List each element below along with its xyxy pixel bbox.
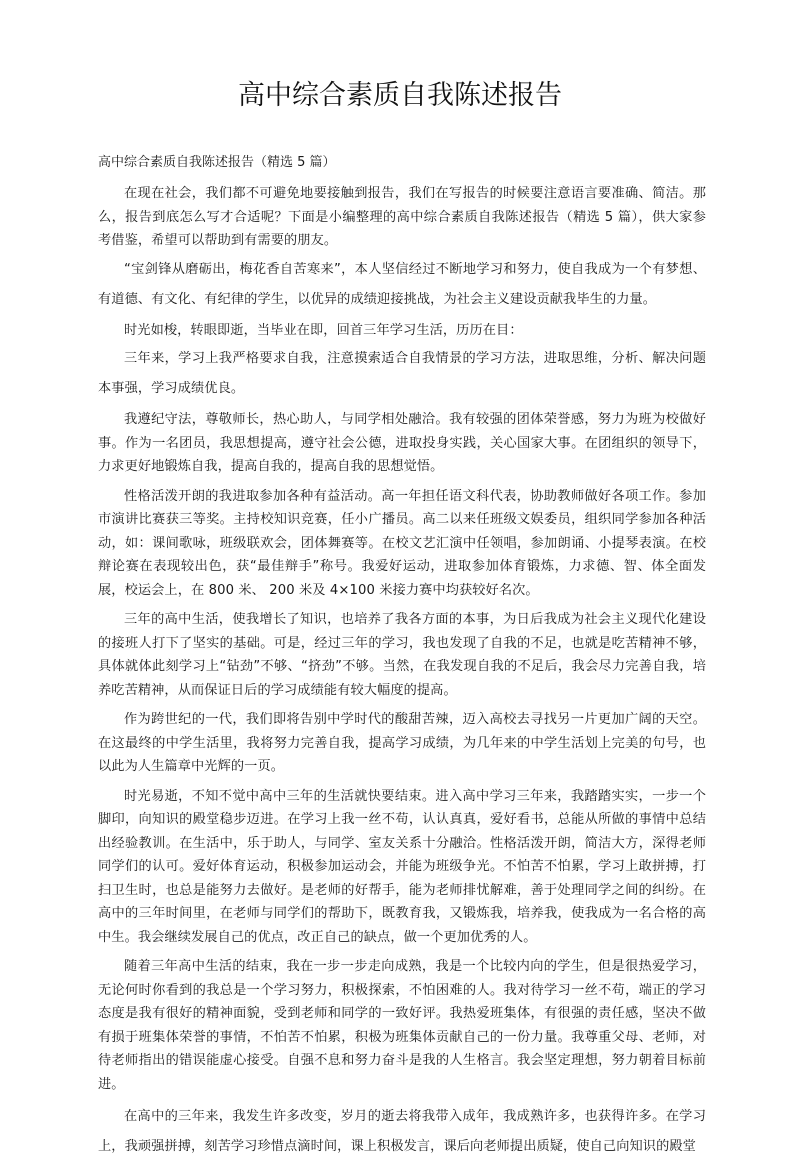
paragraph-future: 作为跨世纪的一代，我们即将告别中学时代的酸甜苦辣，迈入高校去寻找另一片更加广阔的天空。在这最终的中学生活里，我将努力完善自我，提高学习成绩，为几年来的中学生活划上完美的句号，也以此为人生篇章中光辉的一页。 <box>98 712 706 774</box>
paragraph-motto: “宝剑锋从磨砺出，梅花香自苦寒来”，本人坚信经过不断地学习和努力，使自我成为一个有梦想、有道德、有文化、有纪律的学生，以优异的成绩迎接挑战，为社会主义建设贡献我毕生的力量。 <box>98 261 706 307</box>
document-body <box>98 182 706 1166</box>
paragraph-review: 时光如梭，转眼即逝，当毕业在即，回首三年学习生活，历历在目： <box>124 322 523 338</box>
paragraph-growth: 三年的高中生活，使我增长了知识，也培养了我各方面的本事，为日后我成为社会主义现代化建设的接班人打下了坚实的基础。可是，经过三年的学习，我也发现了自我的不足，也就是吃苦精神不够，具体就体此刻学习上“钻劲”不够、“挤劲”不够。当然，在我发现自我的不足后，我会尽力完善自我，培养吃苦精神，从而保证日后的学习成绩能有较大幅度的提高。 <box>98 612 706 698</box>
paragraph-study: 三年来，学习上我严格要求自我，注意摸索适合自我情景的学习方法，进取思维，分析、解决问题本事强，学习成绩优良。 <box>98 351 706 396</box>
document-title: 高中综合素质自我陈述报告 <box>238 80 562 111</box>
paragraph-essay-4: 在高中的三年来，我发生许多改变，岁月的逝去将我带入成年，我成熟许多，也获得许多。在学习上，我顽强拼搏，刻苦学习珍惜点滴时间，课上积极发言，课后向老师提出质疑，使自己向知识的殿堂 <box>98 1109 706 1154</box>
paragraph-essay-3: 随着三年高中生活的结束，我在一步一步走向成熟，我是一个比较内向的学生，但是很热爱学习，无论何时你看到的我总是一个学习努力，积极探索，不怕困难的人。我对待学习一丝不苟，端正的学习态度是我有很好的精神面貌，受到老师和同学的一致好评。我热爱班集体，有很强的责任感，坚决不做有损于班集体荣誉的事情，不怕苦不怕累，积极为班集体贡献自己的一份力量。我尊重父母、老师，对待老师指出的错误能虚心接受。自强不息和努力奋斗是我的人生格言。我会坚定理想，努力朝着目标前进。 <box>98 959 706 1092</box>
paragraph-conduct: 我遵纪守法，尊敬师长，热心助人，与同学相处融洽。我有较强的团体荣誉感，努力为班为校做好事。作为一名团员，我思想提高，遵守社会公德，进取投身实践，关心国家大事。在团组织的领导下，力求更好地锻炼自我，提高自我的，提高自我的思想觉悟。 <box>98 412 706 474</box>
paragraph-intro: 在现在社会，我们都不可避免地要接触到报告，我们在写报告的时候要注意语言要准确、简洁。那么，报告到底怎么写才合适呢？下面是小编整理的高中综合素质自我陈述报告（精选 5 篇），供大家参考借鉴，希望可以帮助到有需要的朋友。 <box>98 186 706 248</box>
document-subtitle: 高中综合素质自我陈述报告（精选 5 篇） <box>98 155 336 170</box>
paragraph-activities: 性格活泼开朗的我进取参加各种有益活动。高一年担任语文科代表，协助教师做好各项工作。参加市演讲比赛获三等奖。主持校知识竞赛，任小广播员。高二以来任班级文娱委员，组织同学参加各种活动，如：课间歌咏，班级联欢会，团体舞赛等。在校文艺汇演中任领唱，参加朗诵、小提琴表演。在校辩论赛在表现较出色，获“最佳辩手”称号。我爱好运动，进取参加体育锻炼，力求德、智、体全面发展，校运会上，在 800 米、 200 米及 4×100 米接力赛中均获较好名次。 <box>98 488 706 598</box>
paragraph-essay-2: 时光易逝，不知不觉中高中三年的生活就快要结束。进入高中学习三年来，我踏踏实实，一步一个脚印，向知识的殿堂稳步迈进。在学习上我一丝不苟，认认真真，爱好看书，总能从所做的事情中总结出经验教训。在生活中，乐于助人，与同学、室友关系十分融洽。性格活泼开朗，简洁大方，深得老师同学们的认可。爱好体育运动，积极参加运动会，并能为班级争光。不怕苦不怕累，学习上敢拼搏，打扫卫生时，也总是能努力去做好。是老师的好帮手，能为老师排忧解难，善于处理同学之间的纠纷。在高中的三年时间里，在老师与同学们的帮助下，既教育我，又锻炼我，培养我，使我成为一名合格的高中生。我会继续发展自己的优点，改正自己的缺点，做一个更加优秀的人。 <box>98 788 706 945</box>
